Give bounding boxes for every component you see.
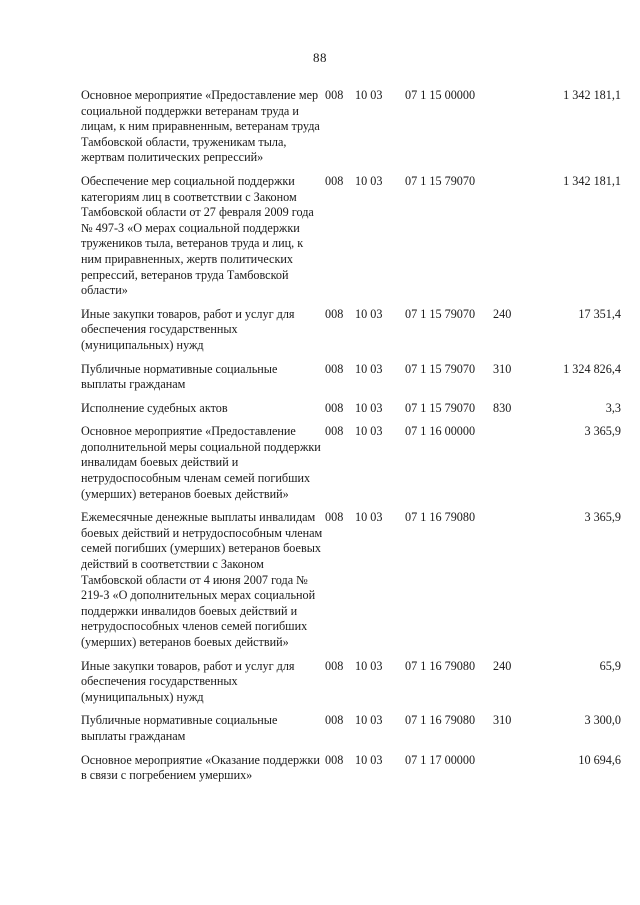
row-expense-type: 310 [493,713,512,728]
row-expense-type: 240 [493,658,512,673]
row-name: Обеспечение мер социальной поддержки категориям лиц в соответствии с Законом Тамбовской области от 27 февраля 2009 года № 497-З «О мерах социальной поддержки тружеников тыла, ветеранов труда и лиц, к ним приравненных, жертв политических репрессий, ветеранов труда Тамбовской области» [81,173,314,298]
row-target-code: 07 1 16 79080 [405,510,476,525]
table-row [81,307,621,362]
row-amount: 3 365,9 [584,510,621,525]
row-name: Иные закупки товаров, работ и услуг для обеспечения государственных (муниципальных) нужд [81,306,295,352]
row-expense-type [493,174,526,307]
row-target-code: 07 1 17 00000 [405,752,476,767]
row-name: Публичные нормативные социальные выплаты гражданам [81,361,278,392]
row-section-code: 10 03 [355,424,383,439]
row-target-code: 07 1 16 79080 [405,713,476,728]
row-target-code: 07 1 15 00000 [405,88,476,102]
row-expense-type: 310 [493,361,512,376]
row-name: Основное мероприятие «Предоставление дополнительной меры социальной поддержки инвалидам боевых действий и нетрудоспособным членам семей погибших (умерших) ветеранов боевых действий» [81,424,321,501]
table-row [81,659,621,714]
page-number: 88 [313,50,327,65]
row-target-code: 07 1 16 79080 [405,658,476,673]
row-expense-type [493,88,526,174]
table-row [81,713,621,752]
row-amount: 3,3 [605,400,621,415]
row-amount: 10 694,6 [578,752,621,767]
row-target-code: 07 1 16 00000 [405,424,476,439]
row-ministry-code: 008 [325,400,344,415]
row-ministry-code: 008 [325,173,344,188]
row-amount: 1 342 181,1 [563,173,621,188]
row-section-code: 10 03 [355,752,383,767]
row-name: Основное мероприятие «Оказание поддержки в связи с погребением умерших» [81,752,320,783]
row-amount: 1 342 181,1 [563,88,621,102]
budget-table [81,88,621,792]
table-row [81,753,621,792]
row-ministry-code: 008 [325,306,344,321]
row-amount: 65,9 [599,658,621,673]
row-ministry-code: 008 [325,424,344,439]
table-row [81,174,621,307]
row-target-code: 07 1 15 79070 [405,173,476,188]
row-section-code: 10 03 [355,173,383,188]
row-target-code: 07 1 15 79070 [405,306,476,321]
row-expense-type: 830 [493,400,512,415]
row-section-code: 10 03 [355,713,383,728]
row-expense-type [493,424,526,510]
table-row [81,424,621,510]
table-row [81,510,621,658]
row-expense-type [493,753,526,792]
row-ministry-code: 008 [325,510,344,525]
row-name: Исполнение судебных актов [81,400,228,415]
row-amount: 1 324 826,4 [563,361,621,376]
row-section-code: 10 03 [355,306,383,321]
row-section-code: 10 03 [355,510,383,525]
table-row [81,401,621,425]
row-ministry-code: 008 [325,658,344,673]
row-ministry-code: 008 [325,713,344,728]
row-name: Основное мероприятие «Предоставление мер социальной поддержки ветеранам труда и лицам, к ним приравненным, ветеранам труда Тамбовской области, труженикам тыла, жертвам политических репрессий» [81,88,320,165]
row-ministry-code: 008 [325,88,344,102]
row-name: Иные закупки товаров, работ и услуг для обеспечения государственных (муниципальных) нужд [81,658,295,704]
row-section-code: 10 03 [355,88,383,102]
row-expense-type [493,510,526,658]
row-name: Ежемесячные денежные выплаты инвалидам боевых действий и нетрудоспособным членам семей погибших (умерших) ветеранов боевых действий в соответствии с Законом Тамбовской области от 4 июня 2007 года № 219-З «О дополнительных мерах социальной поддержки инвалидов боевых действий и нетрудоспособных членов семей погибших (умерших) ветеранов боевых действий» [81,510,323,649]
row-ministry-code: 008 [325,361,344,376]
row-section-code: 10 03 [355,361,383,376]
row-expense-type: 240 [493,306,512,321]
row-amount: 17 351,4 [578,306,621,321]
row-amount: 3 300,0 [584,713,621,728]
row-section-code: 10 03 [355,658,383,673]
row-name: Публичные нормативные социальные выплаты гражданам [81,713,278,743]
table-row [81,88,621,174]
table-row [81,362,621,401]
row-ministry-code: 008 [325,752,344,767]
row-target-code: 07 1 15 79070 [405,400,476,415]
row-section-code: 10 03 [355,400,383,415]
row-amount: 3 365,9 [584,424,621,439]
row-target-code: 07 1 15 79070 [405,361,476,376]
